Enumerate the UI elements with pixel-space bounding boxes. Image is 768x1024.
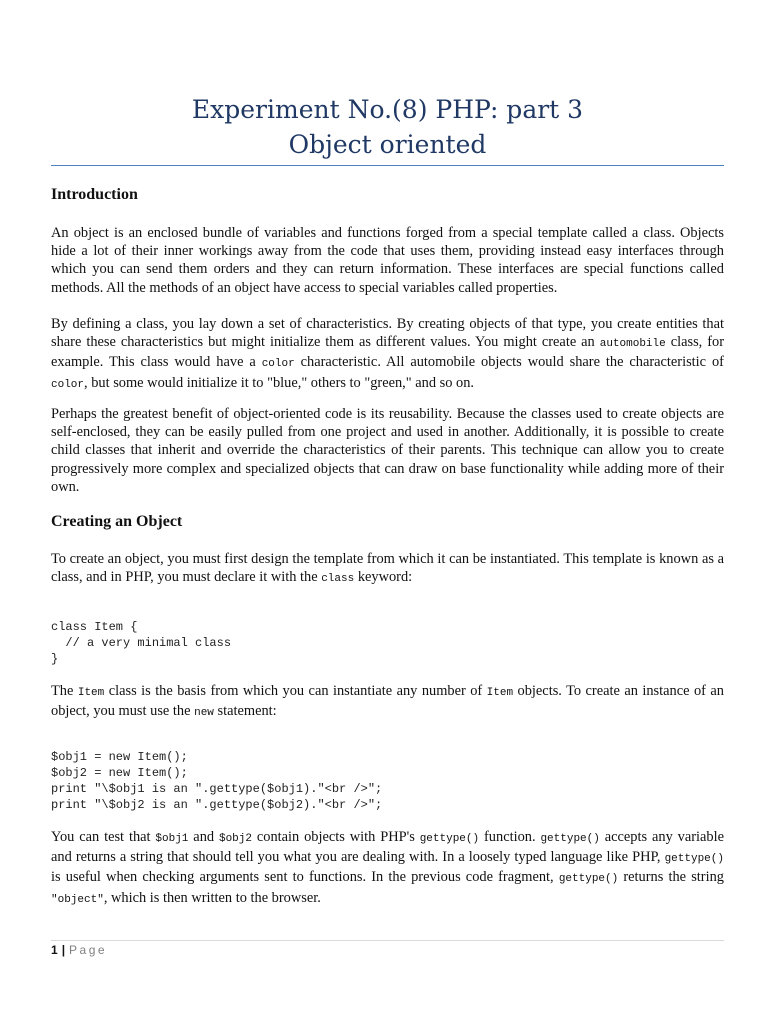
code-block-new-item: $obj1 = new Item(); $obj2 = new Item(); print "\$obj1 is an ".gettype($obj1)."<br />"; print "\$obj2 is an ".gettype($obj2)."<br />";	[51, 750, 383, 812]
document-subtitle: Object oriented	[288, 130, 487, 159]
text-run: The	[51, 683, 78, 699]
page-label: Page	[69, 943, 108, 957]
text-run: is useful when checking arguments sent to functions. In the previous code fragment,	[51, 869, 559, 886]
inline-code: "object"	[51, 893, 104, 906]
inline-code: gettype()	[540, 833, 600, 845]
footer-separator: |	[61, 943, 66, 957]
text-run: By defining a class, you lay down a set of characteristics. By creating objects of that type, you create entities that share these characteristics but might initialize them as different values. You might create an	[51, 316, 724, 351]
text-run: An object is an enclosed bundle of variables and functions forged from a special template called a class. Objects hide a lot of their inner workings away from the code that uses them, providing instead easy interfaces through which you can send them orders and they can return information. These interfaces are special functions called methods. All the methods of an object have access to special variables called properties.	[51, 225, 724, 296]
text-run: contain objects with PHP's	[251, 829, 420, 845]
text-run: Perhaps the greatest benefit of object-oriented code is its reusability. Because the classes used to create objects are self-enclosed, they can be easily pulled from one project and used in another. Additionally, it is possible to create child classes that inherit and override the characteristics of their parents. This technique can allow you to create progressively more complex and specialized objects that can draw on base functionality while adding more of their own.	[51, 406, 724, 495]
text-run: objects. To create an instance of an object, you must use the	[51, 683, 724, 720]
footer-divider	[51, 940, 724, 941]
text-run: To create an object, you must first design the template from which it can be instantiated. This template is known as a class, and in PHP, you must declare it with the	[51, 551, 724, 586]
text-run: and	[188, 829, 219, 845]
inline-code: automobile	[599, 338, 666, 351]
section-heading-introduction: Introduction	[51, 186, 138, 203]
title-divider	[51, 165, 724, 166]
inline-code: gettype()	[419, 833, 480, 845]
page-footer	[51, 943, 107, 957]
text-run: keyword:	[354, 569, 413, 586]
text-run: , but some would initialize it to "blue," others to "green," and so on.	[84, 374, 475, 391]
document-title: Experiment No.(8) PHP: part 3	[191, 95, 584, 124]
inline-code: color	[261, 358, 295, 371]
code-block-class-item: class Item { // a very minimal class }	[51, 620, 232, 666]
inline-code: $obj1	[155, 833, 189, 845]
inline-code: gettype()	[558, 873, 619, 886]
text-run: class is the basis from which you can instantiate any number of	[104, 683, 487, 699]
inline-code: color	[51, 378, 85, 391]
intro-paragraph-3	[51, 405, 724, 496]
text-run: characteristic. All automobile objects would share the characteristic of	[294, 354, 724, 371]
inline-code: class	[321, 573, 355, 586]
text-run: , which is then written to the browser.	[103, 889, 321, 906]
text-run: You can test that	[51, 829, 156, 845]
text-run: class, for example. This class would have a	[51, 334, 725, 371]
creating-paragraph-1	[51, 550, 724, 588]
text-run: function.	[479, 829, 541, 845]
inline-code: Item	[486, 687, 514, 699]
text-run: returns the string	[618, 869, 724, 886]
intro-paragraph-1	[51, 224, 724, 297]
inline-code: $obj2	[218, 833, 252, 845]
section-heading-creating-object: Creating an Object	[51, 513, 183, 530]
text-run: statement:	[213, 703, 277, 720]
creating-paragraph-2	[51, 682, 724, 722]
inline-code: gettype()	[664, 853, 724, 866]
inline-code: Item	[77, 687, 105, 699]
text-run: accepts any variable and returns a string that should tell you what you are dealing with. In a loosely typed language like PHP,	[51, 829, 724, 866]
creating-paragraph-3	[51, 828, 724, 909]
intro-paragraph-2	[51, 315, 724, 394]
page-number: 1	[51, 943, 58, 957]
inline-code: new	[194, 707, 214, 720]
